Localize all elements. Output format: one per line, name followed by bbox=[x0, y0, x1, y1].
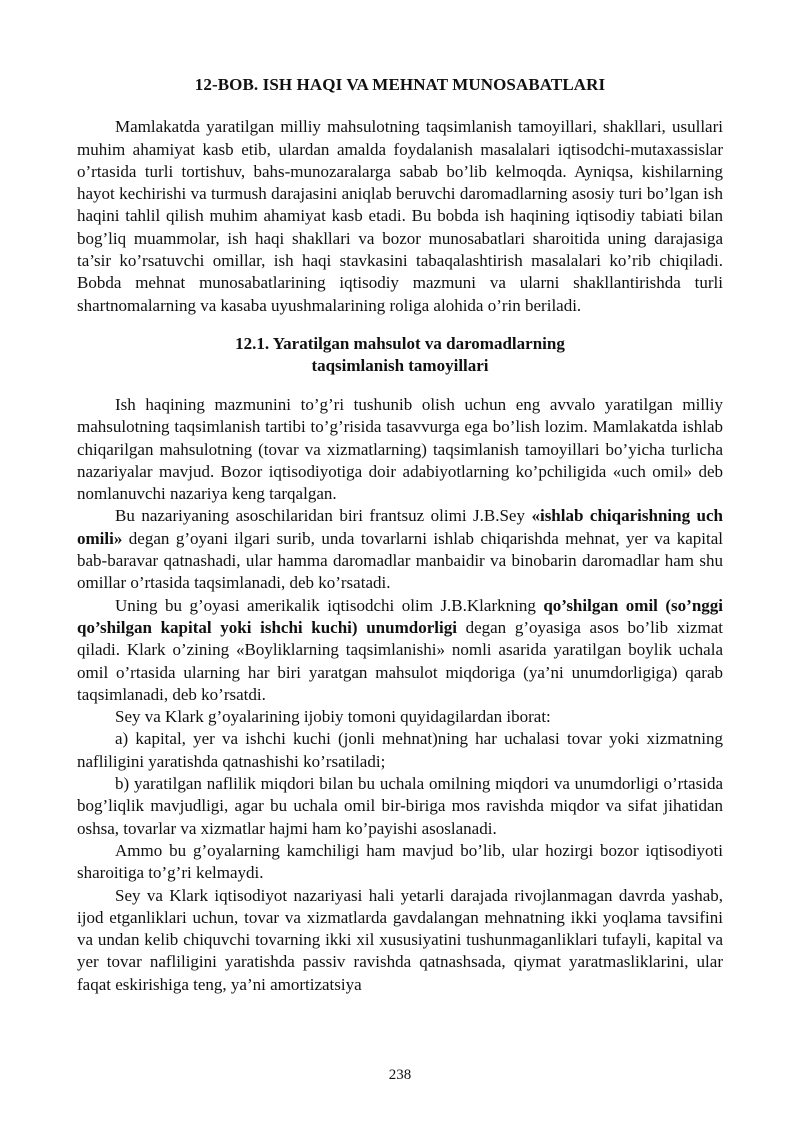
page-number: 238 bbox=[388, 1067, 412, 1083]
paragraph-5-item-a: a) kapital, yer va ishchi kuchi (jonli mehnat)ning har uchalasi tovar yoki xizmatning nafliligini yaratishda qatnashishi ko’rsatiladi; bbox=[77, 729, 723, 771]
paragraph-3-text-a: Uning bu g’oyasi amerikalik iqtisodchi olim J.B.Klarkning bbox=[115, 595, 544, 615]
paragraph-6-item-b: b) yaratilgan naflilik miqdori bilan bu uchala omilning miqdori va unumdorligi o’rtasida bog’liqlik mavjudligi, agar bu uchala omil bir-biriga mos ravishda miqdor va sifat jihatidan oshsa, tovarlar va xizmatlar hajmi ham ko’payishi asoslanadi. bbox=[77, 774, 723, 838]
paragraph-7: Ammo bu g’oyalarning kamchiligi ham mavjud bo’lib, ular hozirgi bozor iqtisodiyoti sharoitiga to’g’ri kelmaydi. bbox=[77, 840, 723, 883]
paragraph-4: Sey va Klark g’oyalarining ijobiy tomoni quyidagilardan iborat: bbox=[115, 707, 551, 727]
paragraph-2-bold-term: «ishlab chiqarishning uch omili» bbox=[77, 506, 724, 548]
section-heading bbox=[77, 333, 723, 377]
chapter-title: 12-BOB. ISH HAQI VA MEHNAT MUNOSABATLARI bbox=[194, 75, 606, 94]
page-content bbox=[77, 74, 723, 996]
paragraph-3 bbox=[77, 595, 723, 706]
paragraph-3-bold-term: qo’shilgan omil (so’nggi qo’shilgan kapital yoki ishchi kuchi) unumdorligi bbox=[77, 595, 724, 637]
paragraph-3-text-b: degan g’oyasiga asos bo’lib xizmat qiladi. Klark o’zining «Boyliklarning taqsimlanishi» nomli asarida yaratilgan boylik uchala omil o’rtasida ularning har biri yaratgan mahsulot miqdoriga (ya’ni unumdorligiga) qarab taqsimlanadi, deb ko’rsatdi. bbox=[77, 617, 724, 704]
paragraph-8: Sey va Klark iqtisodiyot nazariyasi hali yetarli darajada rivojlanmagan davrda yashab, ijod etganliklari uchun, tovar va xizmatlarda gavdalangan mehnatning ikki yoqlama tavsifini va undan kelib chiquvchi tovarning ikki xil xususiyatini tushunmaganliklari tufayli, kapital va yer tovar nafliligini yaratishda passiv ravishda qatnashsada, qiymat yaratmasliklarini, ular faqat eskirishiga teng, ya’ni amortizatsiya bbox=[77, 885, 723, 994]
paragraph-1: Ish haqining mazmunini to’g’ri tushunib olish uchun eng avvalo yaratilgan milliy mahsulotning taqsimlanish tartibi to’g’risida tasavvurga ega bo’lish lozim. Mamlakatda ishlab chiqarilgan mahsulotning (tovar va xizmatlarning) taqsimlanish tamoyillari bo’yicha turlicha nazariyalar mavjud. Bozor iqtisodiyotiga doir adabiyotlarning ko’pchiligida «uch omil» deb nomlanuvchi nazariya keng tarqalgan. bbox=[77, 394, 723, 504]
paragraph-2 bbox=[77, 505, 723, 594]
section-title-line-1: 12.1. Yaratilgan mahsulot va daromadlarning bbox=[235, 333, 565, 353]
paragraph-2-text-b: degan g’oyani ilgari surib, unda tovarlarni ishlab chiqarishda mehnat, yer va kapital bab-baravar qatnashadi, ular hamma daromadlar manbaidir va binobarin daromadlar ham shu omillar o’rtasida taqsimlanadi, deb ko’rsatadi. bbox=[77, 528, 723, 593]
paragraph-2-text-a: Bu nazariyaning asoschilaridan biri frantsuz olimi J.B.Sey bbox=[115, 506, 532, 526]
section-title-line-2: taqsimlanish tamoyillari bbox=[311, 355, 489, 375]
intro-paragraph: Mamlakatda yaratilgan milliy mahsulotning taqsimlanish tamoyillari, shakllari, usullari muhim ahamiyat kasb etib, ulardan amalda foydalanish masalalari iqtisodchi-mutaxassislar o’rtasida turli tortishuv, bahs-munozaralarga sabab bo’lib kelmoqda. Ayniqsa, kishilarning hayot kechirishi va turmush darajasini aniqlab beruvchi daromadlarning asosiy turi bo’lgan ish haqini tahlil qilish muhim ahamiyat kasb etadi. Bu bobda ish haqining iqtisodiy tabiati bilan bog’liq muammolar, ish haqi shakllari va bozor munosabatlari sharoitida uning darajasiga ta’sir ko’rsatuvchi omillar, ish haqi stavkasini tabaqalashtirish masalalari ko’rib chiqiladi. Bobda mehnat munosabatlarining iqtisodiy mazmuni va ularni shakllantirishda turli shartnomalarning va kasaba uyushmalarining roliga alohida o’rin beriladi. bbox=[77, 117, 723, 315]
